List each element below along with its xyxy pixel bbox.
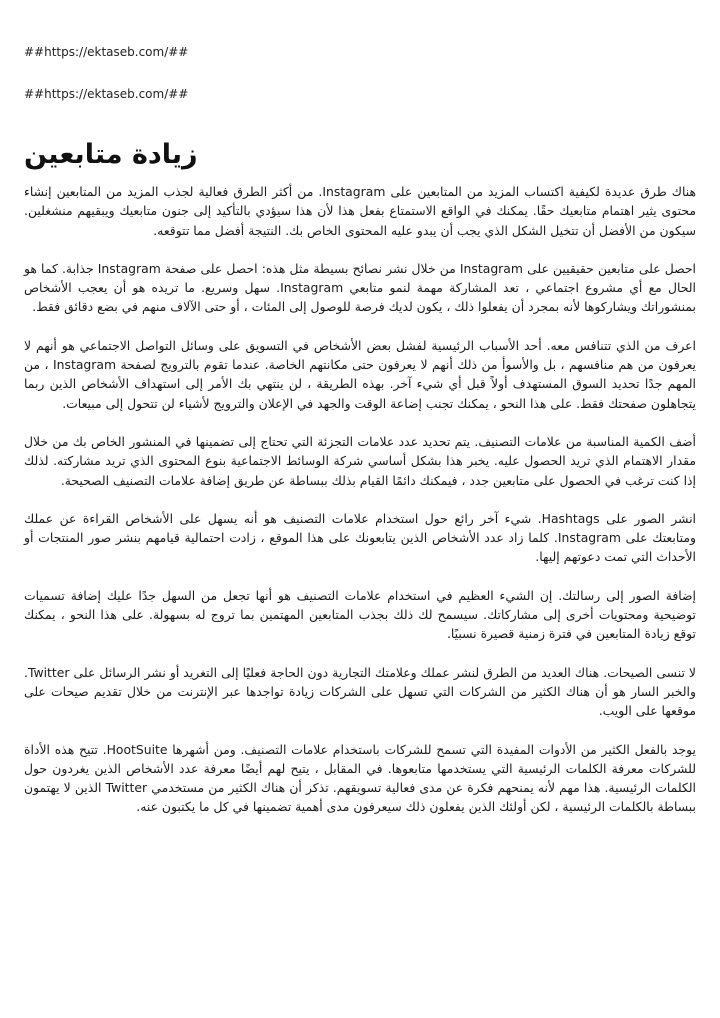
article-paragraph: هناك طرق عديدة لكيفية اكتساب المزيد من المتابعين على Instagram. من أكثر الطرق فعالية لجذب المزيد من المتابعين إنشاء محتوى يثير اهتمام متابعيك حقًا. يمكنك في الواقع الاستمتاع بفعل هذا لأن هذا سيؤدي بالتأكيد إلى جنون متابعيك ويبقيهم منشغلين. سيكون من الأفضل أن تتخيل الشكل الذي يجب أن يبدو عليه المحتوى الخاص بك. النتيجة أفضل مما تتوقعه. — [24, 184, 696, 238]
article-body — [24, 182, 696, 817]
article-paragraph: احصل على متابعين حقيقيين على Instagram من خلال نشر نصائح بسيطة مثل هذه: احصل على صفحة Instagram جذابة. كما هو الحال مع أي مشروع اجتماعي ، تعد المشاركة مهمة لنمو متابعي Instagram. سهل وسريع. ما تريده هو أن يعجب الأشخاص بمنشوراتك ويشاركوها لأنه بمجرد أن يفعلوا ذلك ، يكون لديك فرصة للوصول إلى المئات ، أو حتى الآلاف منهم في بضع دقائق فقط. — [24, 260, 696, 315]
article-paragraph: اعرف من الذي تتنافس معه. أحد الأسباب الرئيسية لفشل بعض الأشخاص في التسويق على وسائل التواصل الاجتماعي هو أنهم لا يعرفون من هم منافسهم ، بل والأسوأ من ذلك أنهم لا يعرفون حتى مكانتهم الخاصة. عندما تقوم بالترويج لصفحة Instagram ، من المهم جدًا تحديد السوق المستهدف أولاً قبل أي شيء آخر. بهذه الطريقة ، لن ينتهي بك الأمر إلى استهداف الأشخاص الذين ربما يتجاهلون صفحتك فقط. على هذا النحو ، يمكنك تجنب إضاعة الوقت والجهد في الإعلان والترويج لأشياء لن تتحول إلى مبيعات. — [24, 337, 697, 411]
source-url-line: ##https://ektaseb.com/## — [24, 45, 189, 59]
article-paragraph: لا تنسى الصيحات. هناك العديد من الطرق لنشر عملك وعلامتك التجارية دون الحاجة فعليًا إلى التغريد أو نشر الرسائل على Twitter. والخبر السار هو أن هناك الكثير من الشركات التي تسهل على الشركات زيادة تواجدها عبر الإنترنت من خلال تقديم صيحات على موقعها على الويب. — [24, 664, 696, 719]
article-title: زيادة متابعين — [24, 139, 198, 170]
article-paragraph: يوجد بالفعل الكثير من الأدوات المفيدة التي تسمح للشركات باستخدام علامات التصنيف. ومن أشهرها HootSuite. تتيح هذه الأداة للشركات معرفة الكلمات الرئيسية التي يستخدمها متابعوها. في المقابل ، يتيح لهم أيضًا معرفة عدد الأشخاص الذين يغردون حول الكلمات الرئيسية. هذا مهم لأنه يمنحهم فكرة عن مدى فعالية تسويقهم. تذكر أن هناك الكثير من مستخدمي Twitter الذين لا يهتمون ببساطة بالكلمات الرئيسية ، لكن أولئك الذين يفعلون ذلك سيعرفون مدى أهمية تضمينها في كل ما يكتبون عنه. — [24, 741, 696, 815]
article-paragraph: أضف الكمية المناسبة من علامات التصنيف. يتم تحديد عدد علامات التجزئة التي تحتاج إلى تضمينها في المنشور الخاص بك من خلال مقدار الاهتمام الذي تريد الحصول عليه. يخبر هذا بشكل أساسي شركة الوسائط الاجتماعية بنوع المحتوى الذي تريد مشاركته. لذلك إذا كنت ترغب في الحصول على متابعين جدد ، فيمكنك دائمًا القيام بذلك ببساطة عن طريق إضافة علامات التصنيف الصحيحة. — [24, 433, 696, 488]
article-paragraph: انشر الصور على Hashtags. شيء آخر رائع حول استخدام علامات التصنيف هو أنه يسهل على الأشخاص القراءة عن عملك ومتابعتك على Instagram. كلما زاد عدد الأشخاص الذين يتابعونك على هذا الموقع ، زادت احتمالية قيامهم بنشر صور المنتجات أو الأحداث التي تمت دعوتهم إليها. — [24, 510, 696, 565]
source-url-line: ##https://ektaseb.com/## — [24, 87, 189, 101]
article-paragraph: إضافة الصور إلى رسالتك. إن الشيء العظيم في استخدام علامات التصنيف هو أنها تجعل من السهل جدًا عليك إضافة تسميات توضيحية ومحتويات أخرى إلى مشاركاتك. سيسمح لك ذلك بجذب المتابعين المهتمين بما تروج له بسهولة. على هذا النحو ، يمكنك توقع زيادة المتابعين في فترة زمنية قصيرة نسبيًا. — [24, 587, 696, 642]
